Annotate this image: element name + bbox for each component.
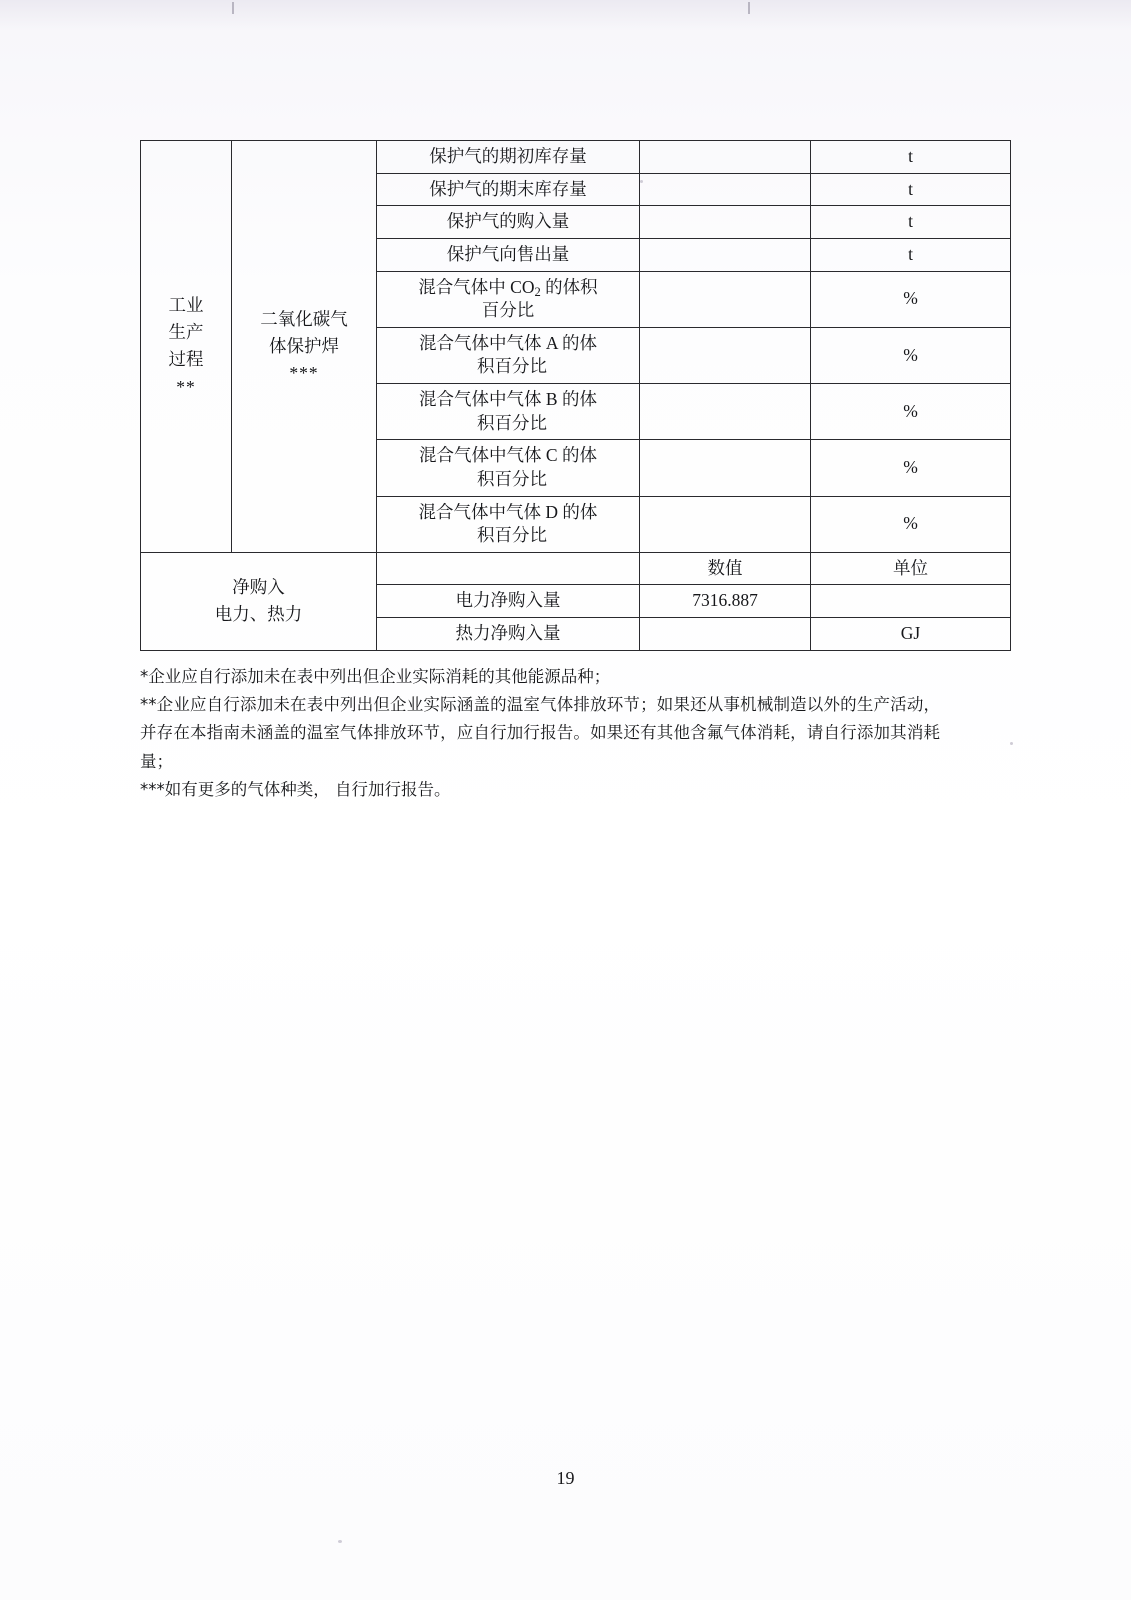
- item-label: 保护气的购入量: [377, 206, 640, 239]
- value-cell[interactable]: 7316.887: [640, 585, 811, 618]
- item-label-line-2: 积百分比: [477, 468, 547, 489]
- value-cell[interactable]: [640, 384, 811, 440]
- item-label-line-1: 混合气体中 CO: [418, 276, 535, 297]
- value-cell[interactable]: [640, 327, 811, 383]
- unit-cell: t: [811, 206, 1011, 239]
- item-label-line-1: 混合气体中气体 D 的体: [418, 501, 598, 522]
- item-label-line-1: 混合气体中气体 B 的体: [419, 389, 597, 409]
- scan-edge-marks: [0, 0, 1131, 18]
- item-label: [377, 271, 640, 327]
- empty-cell: [377, 552, 640, 585]
- item-label: 电力净购入量: [377, 585, 640, 618]
- value-cell[interactable]: [640, 238, 811, 271]
- item-label: [377, 384, 640, 440]
- footnotes: [140, 663, 940, 805]
- unit-cell: %: [811, 271, 1011, 327]
- item-label: 保护气的期末库存量: [377, 173, 640, 206]
- footnote-2: **企业应自行添加未在表中列出但企业实际涵盖的温室气体排放环节；如果还从事机械制造以外的生产活动，并存在本指南未涵盖的温室气体排放环节，应自行加行报告。如果还有其他含氟气体消耗，请自行添加其消耗量；: [140, 695, 940, 771]
- column-header-value: 数值: [640, 552, 811, 585]
- item-label-line-2: 积百分比: [477, 525, 547, 546]
- unit-cell: GJ: [811, 618, 1011, 651]
- unit-cell: %: [811, 440, 1011, 496]
- unit-cell: %: [811, 327, 1011, 383]
- unit-cell: t: [811, 238, 1011, 271]
- page-number: 19: [556, 1468, 575, 1488]
- table-row: [141, 552, 1011, 585]
- item-label-line-1: 混合气体中气体 A 的体: [419, 332, 597, 353]
- value-cell[interactable]: [640, 440, 811, 496]
- scan-speck: [338, 1540, 342, 1543]
- value-cell[interactable]: [640, 173, 811, 206]
- item-label-line-2: 积百分比: [477, 412, 547, 433]
- unit-cell: [811, 585, 1011, 618]
- unit-cell: %: [811, 384, 1011, 440]
- value-cell[interactable]: [640, 618, 811, 651]
- category-cell: [141, 141, 232, 553]
- page-content: [140, 140, 945, 805]
- category-line-3: 过程: [168, 349, 204, 370]
- table-row: [141, 141, 1011, 174]
- scan-speck: [1010, 742, 1013, 745]
- unit-cell: t: [811, 141, 1011, 174]
- subcategory-cell: [232, 141, 377, 553]
- item-label: [377, 327, 640, 383]
- category-line-2: 生产: [168, 322, 204, 343]
- footnote-3: ***如有更多的气体种类， 自行加行报告。: [140, 780, 451, 800]
- unit-cell: t: [811, 173, 1011, 206]
- subcategory-marker: ***: [289, 362, 319, 383]
- net-purchase-label-line-1: 净购入: [232, 577, 285, 598]
- item-label-line-2: 百分比: [481, 300, 535, 321]
- category-marker: **: [176, 376, 196, 397]
- item-label: 保护气的期初库存量: [377, 141, 640, 174]
- net-purchase-label: [141, 552, 377, 650]
- item-label-subscript: 2: [534, 284, 541, 299]
- value-cell[interactable]: [640, 496, 811, 552]
- emissions-data-table: [140, 140, 1011, 651]
- subcategory-line-2: 体保护焊: [269, 335, 339, 356]
- column-header-unit: 单位: [811, 552, 1011, 585]
- value-cell[interactable]: [640, 271, 811, 327]
- net-purchase-label-line-2: 电力、热力: [214, 604, 303, 625]
- item-label: [377, 440, 640, 496]
- item-label-line-1: 混合气体中气体 C 的体: [419, 445, 597, 466]
- item-label: 热力净购入量: [377, 618, 640, 651]
- item-label-line-1-tail: 的体积: [540, 276, 598, 297]
- item-label: 保护气向售出量: [377, 238, 640, 271]
- value-cell[interactable]: [640, 206, 811, 239]
- item-label: [377, 496, 640, 552]
- unit-cell: %: [811, 496, 1011, 552]
- category-line-1: 工业: [168, 295, 204, 316]
- footnote-1: *企业应自行添加未在表中列出但企业实际消耗的其他能源品种；: [140, 666, 611, 686]
- value-cell[interactable]: [640, 141, 811, 174]
- item-label-line-2: 积百分比: [477, 356, 547, 377]
- subcategory-line-1: 二氧化碳气: [260, 308, 348, 329]
